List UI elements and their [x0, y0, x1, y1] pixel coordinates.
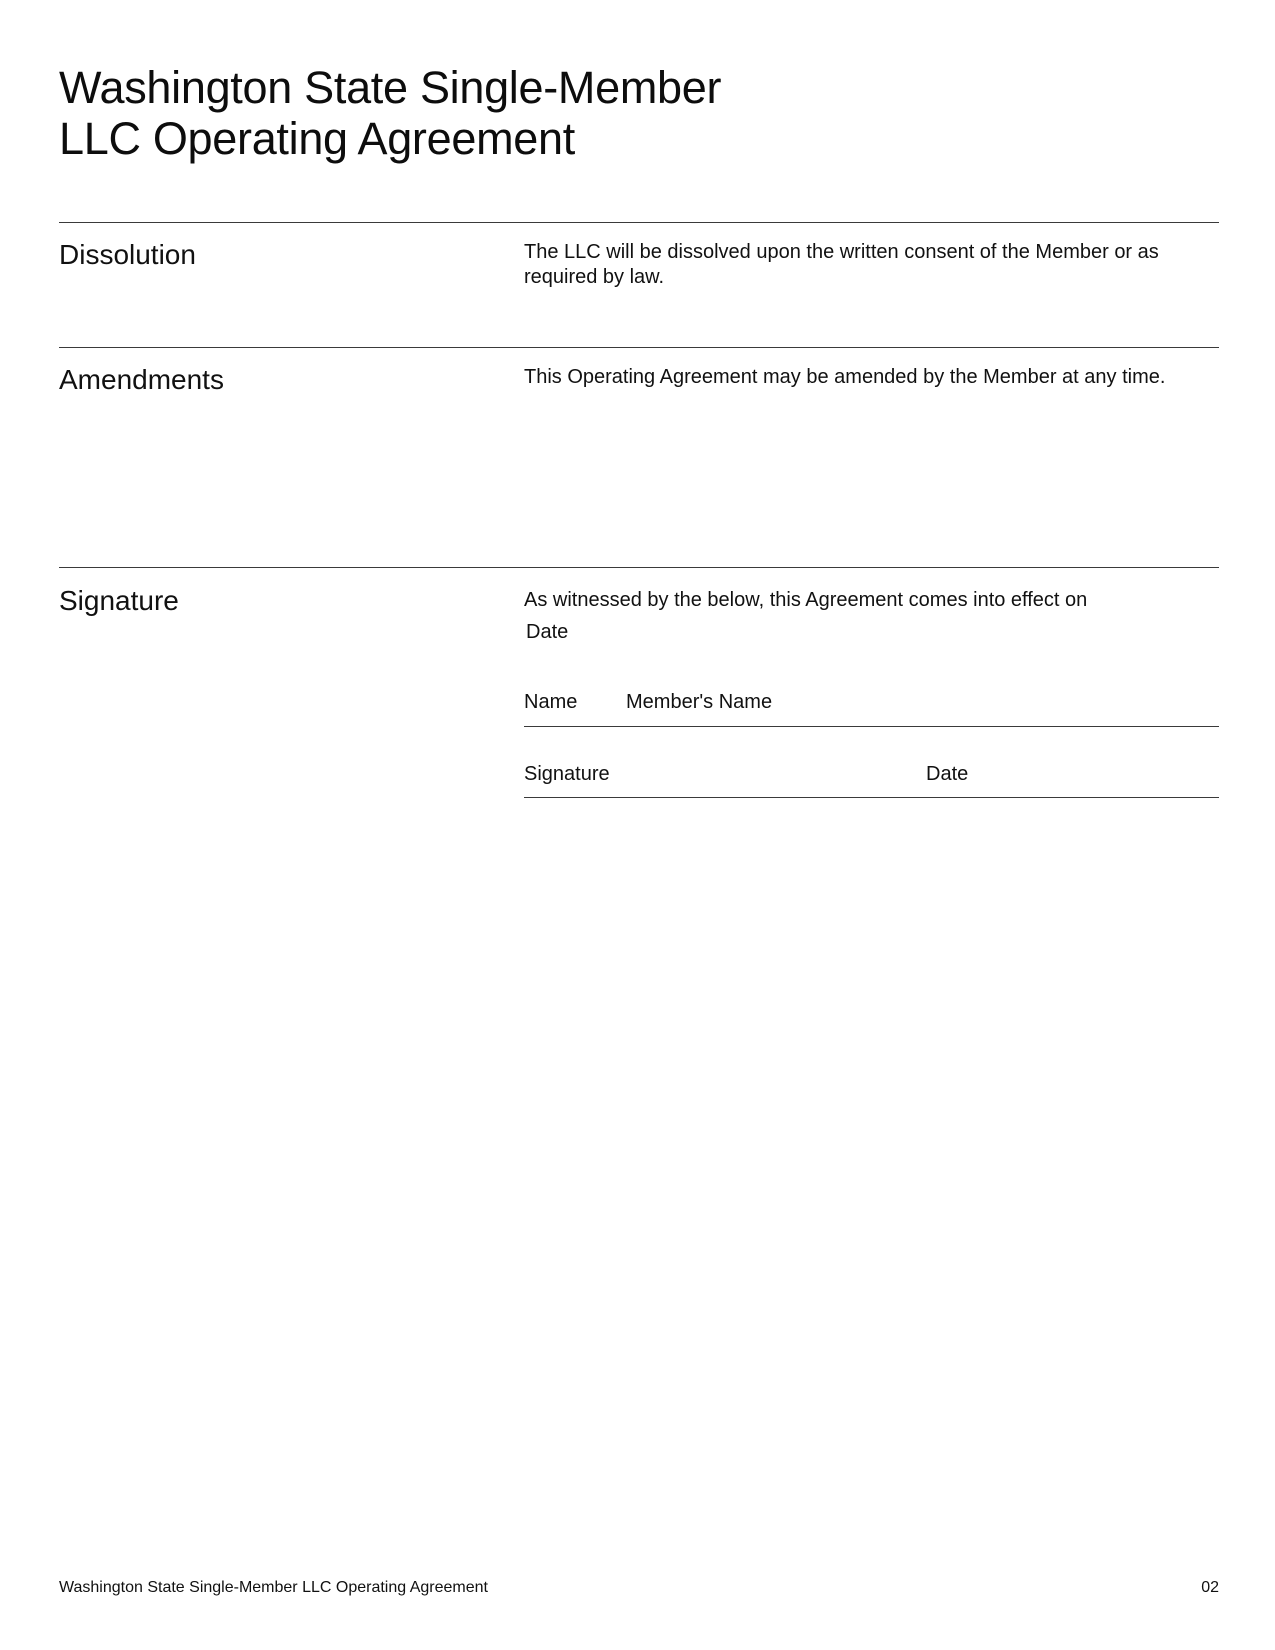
section-divider-dissolution — [59, 222, 1219, 223]
footer-document-title: Washington State Single-Member LLC Operating Agreement — [59, 1579, 488, 1596]
signature-label: Signature — [524, 763, 610, 785]
section-text-dissolution: The LLC will be dissolved upon the written consent of the Member or as required by law. — [524, 241, 1159, 288]
page-title — [59, 62, 721, 164]
section-heading-dissolution: Dissolution — [59, 239, 196, 270]
signature-field-underline — [524, 797, 1219, 798]
footer-page-number: 02 — [1201, 1579, 1219, 1596]
signature-date-field[interactable]: Date — [926, 763, 969, 785]
section-text-amendments: This Operating Agreement may be amended by the Member at any time. — [524, 366, 1166, 388]
section-text-signature: As witnessed by the below, this Agreement comes into effect on — [524, 589, 1088, 611]
name-label: Name — [524, 691, 578, 713]
section-divider-signature — [59, 567, 1219, 568]
effective-date-field[interactable]: Date — [526, 621, 569, 643]
section-heading-signature: Signature — [59, 585, 179, 616]
page-title-line-1: Washington State Single-Member — [59, 62, 722, 113]
member-name-field[interactable]: Member's Name — [626, 691, 773, 713]
page-title-line-2: LLC Operating Agreement — [59, 113, 575, 164]
name-field-underline — [524, 726, 1219, 727]
section-divider-amendments — [59, 347, 1219, 348]
section-heading-amendments: Amendments — [59, 364, 224, 395]
